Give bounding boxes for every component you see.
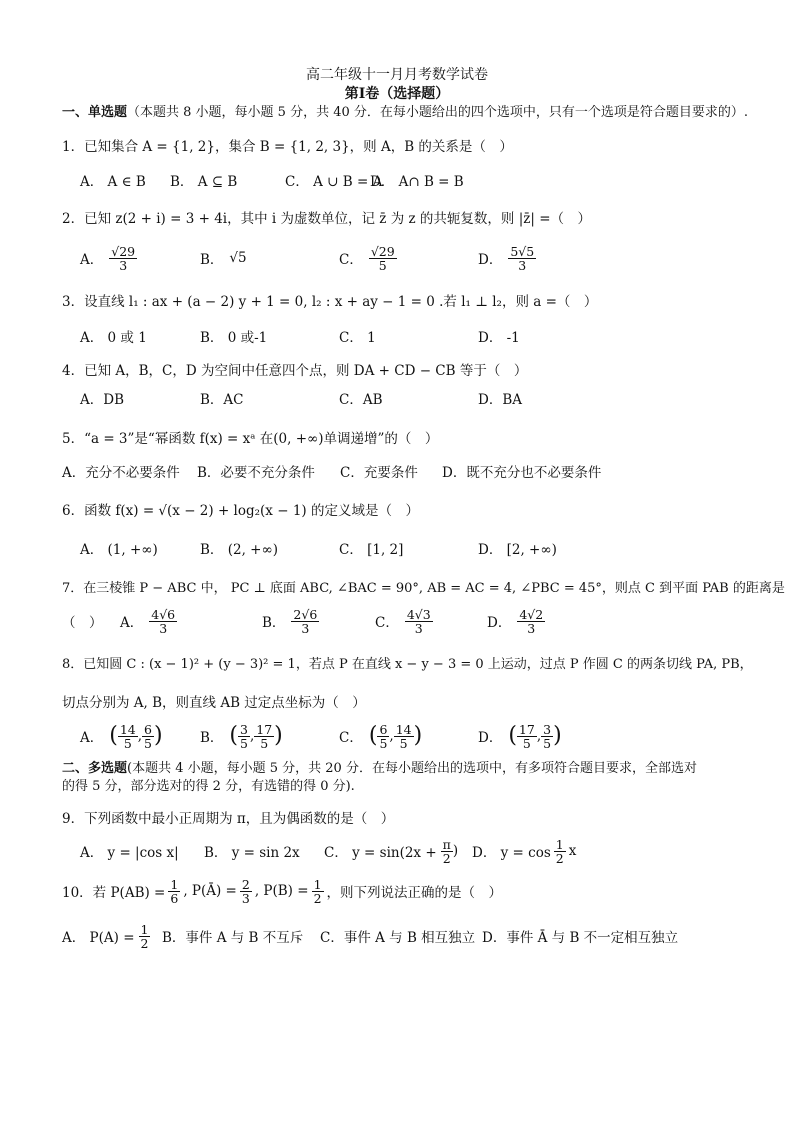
q1-option-c[interactable]: C． A ∪ B = A — [285, 174, 383, 190]
fraction-denominator: 3 — [241, 890, 250, 906]
q3-option-c[interactable]: C． 1 — [339, 330, 376, 346]
comma: , — [536, 728, 542, 744]
q5-option-b[interactable]: B．必要不充分条件 — [197, 465, 315, 481]
q9-option-d[interactable] — [472, 836, 576, 866]
fraction-numerator: π — [442, 836, 451, 852]
fraction — [238, 723, 250, 750]
fraction — [394, 723, 414, 750]
section-multi-desc-line2: 的得 5 分，部分选对的得 2 分，有选错的得 0 分). — [62, 779, 355, 794]
fraction-denominator: 2 — [140, 935, 149, 951]
q4-option-c[interactable]: C．AB — [339, 392, 383, 408]
fraction-numerator: 4√3 — [406, 606, 431, 622]
fraction-denominator: 5 — [123, 735, 132, 751]
fraction — [377, 723, 389, 750]
question-9-options — [80, 836, 760, 866]
right-paren: ) — [274, 723, 283, 748]
fraction-numerator: 17 — [518, 721, 535, 737]
q8-option-d[interactable] — [478, 721, 562, 751]
fraction-numerator: 2√6 — [293, 606, 318, 622]
fraction-numerator: 1 — [170, 876, 179, 892]
question-2-options — [80, 243, 760, 273]
fraction-numerator: 3 — [543, 721, 552, 737]
q5-option-c[interactable]: C．充要条件 — [340, 465, 418, 481]
fraction-numerator: 5√5 — [510, 243, 535, 259]
q10-stem-suffix: ，则下列说法正确的是（ ） — [326, 885, 503, 901]
fraction-numerator: 17 — [256, 721, 273, 737]
q9-option-c-fraction — [441, 838, 453, 865]
question-4-stem: 4．已知 A，B，C，D 为空间中任意四个点，则 DA + CD − CB 等于（ ） — [62, 363, 528, 379]
question-10-stem — [62, 876, 742, 906]
q8-option-a-label: A． — [80, 730, 104, 746]
fraction — [168, 878, 180, 905]
q8-option-c-label: C． — [339, 730, 363, 746]
section-multi-heading: 二、多选题 — [62, 761, 128, 776]
exam-subtitle: 第Ⅰ卷（选择题） — [344, 86, 450, 102]
fraction-denominator: 2 — [313, 890, 322, 906]
q5-option-d[interactable]: D．既不充分也不必要条件 — [442, 465, 602, 481]
q7-option-c[interactable] — [375, 606, 433, 636]
q7-option-b-fraction — [291, 608, 319, 635]
fraction-denominator: 6 — [170, 890, 179, 906]
question-2-stem: 2．已知 z(2 + i) = 3 + 4i，其中 i 为虚数单位，记 z̄ 为 z 的共轭复数，则 |z̄| =（ ） — [62, 211, 592, 227]
q6-option-c[interactable]: C． [1, 2] — [339, 542, 404, 558]
q4-option-b[interactable]: B．AC — [200, 392, 244, 408]
q10-stem-mid2: , P(B) = — [254, 883, 309, 899]
q7-option-d-label: D． — [487, 615, 512, 631]
fraction-numerator: 3 — [240, 721, 248, 737]
q9-option-c-prefix: C． y = sin(2x + — [324, 845, 437, 861]
fraction-denominator: 5 — [144, 735, 152, 751]
section-multi-choice — [62, 760, 752, 796]
question-5-options — [62, 456, 742, 486]
comma: , — [249, 728, 255, 744]
fraction-numerator: 14 — [119, 721, 136, 737]
fraction-numerator: 1 — [313, 876, 322, 892]
q7-option-d-fraction — [517, 608, 545, 635]
q9-option-b[interactable]: B． y = sin 2x — [204, 845, 300, 861]
fraction-denominator: 5 — [543, 735, 552, 751]
question-6-stem: 6．函数 f(x) = √(x − 2) + log₂(x − 1) 的定义域是（ ） — [62, 503, 419, 519]
q6-option-a[interactable]: A． (1, +∞) — [80, 542, 158, 558]
q8-option-b-label: B． — [200, 730, 224, 746]
q6-option-b[interactable]: B． (2, +∞) — [200, 542, 278, 558]
q10-option-a[interactable] — [62, 921, 150, 951]
q2-option-d[interactable] — [478, 243, 536, 273]
right-paren: ) — [154, 723, 163, 748]
q8-option-d-label: D． — [478, 730, 503, 746]
q2-option-b[interactable] — [200, 243, 247, 273]
q9-option-c[interactable] — [324, 836, 458, 866]
fraction-denominator: 5 — [260, 735, 269, 751]
fraction — [254, 723, 274, 750]
q9-option-a[interactable]: A． y = |cos x| — [80, 845, 179, 861]
section-single-choice — [62, 104, 752, 122]
fraction-numerator: 6 — [379, 721, 388, 737]
fraction-numerator: 6 — [144, 721, 152, 737]
question-3-options — [80, 321, 760, 351]
q10-stem-prefix: 10．若 P(AB) = — [62, 885, 166, 901]
fraction-numerator: 1 — [555, 836, 564, 852]
left-paren: ( — [109, 723, 118, 748]
q7-option-c-label: C． — [375, 615, 399, 631]
fraction — [240, 878, 252, 905]
fraction — [118, 723, 138, 750]
q2-option-c[interactable] — [339, 243, 397, 273]
comma: , — [389, 728, 394, 744]
q1-option-d[interactable]: D． A∩ B = B — [370, 174, 464, 190]
q10-stem-mid1: , P(Ā) = — [183, 883, 237, 899]
q3-option-a[interactable]: A． 0 或 1 — [80, 330, 147, 346]
right-paren: ) — [553, 723, 562, 748]
q10-stem-line — [62, 876, 502, 906]
q9-option-c-suffix: ) — [452, 843, 459, 859]
fraction — [541, 723, 553, 750]
fraction-numerator: 14 — [395, 721, 412, 737]
q8-option-b[interactable] — [200, 721, 283, 751]
fraction-numerator: √29 — [370, 243, 395, 259]
left-paren: ( — [368, 723, 378, 748]
q7-option-c-fraction — [405, 608, 433, 635]
fraction — [517, 723, 537, 750]
fraction-denominator: 3 — [518, 257, 527, 273]
q2-option-c-label: C． — [339, 252, 363, 268]
fraction-numerator: 4√2 — [519, 606, 544, 622]
left-paren: ( — [229, 723, 239, 748]
q4-option-a[interactable]: A．DB — [80, 392, 124, 408]
fraction-denominator: 5 — [240, 735, 248, 751]
fraction — [142, 723, 154, 750]
question-7-options — [62, 606, 742, 636]
q2-option-a-fraction — [109, 245, 137, 272]
q5-option-a[interactable]: A．充分不必要条件 — [62, 465, 180, 481]
q10-option-c[interactable]: C．事件 A 与 B 相互独立 — [320, 930, 476, 946]
q10-option-b[interactable]: B．事件 A 与 B 不互斥 — [162, 930, 304, 946]
fraction-numerator: √29 — [111, 243, 136, 259]
q8-option-a[interactable] — [80, 721, 163, 751]
comma: , — [137, 728, 143, 744]
q1-option-b[interactable]: B． A ⊆ B — [170, 174, 238, 190]
q4-option-d[interactable]: D．BA — [478, 392, 522, 408]
question-10-options — [62, 921, 742, 951]
q2-option-c-fraction — [369, 245, 397, 272]
question-3-stem: 3．设直线 l₁ : ax + (a − 2) y + 1 = 0, l₂ : x + ay − 1 = 0 .若 l₁ ⊥ l₂，则 a =（ ） — [62, 294, 598, 310]
fraction-denominator: 3 — [119, 257, 128, 273]
fraction-denominator: 3 — [301, 620, 310, 636]
fraction-denominator: 5 — [522, 735, 531, 751]
fraction-numerator: 1 — [140, 921, 149, 937]
q10-option-a-fraction — [139, 923, 151, 950]
q3-option-b[interactable]: B． 0 或-1 — [200, 330, 268, 346]
question-1-stem: 1．已知集合 A = {1, 2}，集合 B = {1, 2, 3}，则 A，B 的关系是（ ） — [62, 139, 513, 155]
question-9-stem: 9．下列函数中最小正周期为 π，且为偶函数的是（ ） — [62, 811, 395, 827]
q9-option-d-prefix: D． y = cos — [472, 845, 551, 861]
question-8-stem: 8．已知圆 C : (x − 1)² + (y − 3)² = 1，若点 P 在直线 x − y − 3 = 0 上运动，过点 P 作圆 C 的两条切线 PA, PB， — [62, 657, 753, 672]
q6-option-d[interactable]: D． [2, +∞) — [478, 542, 557, 558]
question-8-stem-line2: 切点分别为 A, B，则直线 AB 过定点坐标为（ ） — [62, 695, 366, 711]
fraction-denominator: 3 — [159, 620, 168, 636]
right-paren: ) — [413, 723, 423, 748]
fraction-denominator: 3 — [414, 620, 423, 636]
left-paren: ( — [508, 723, 517, 748]
q10-option-a-prefix: A． P(A) = — [62, 930, 135, 946]
q1-option-a[interactable]: A． A ∈ B — [80, 174, 146, 190]
q8-option-c[interactable] — [339, 721, 422, 751]
fraction-denominator: 5 — [379, 735, 388, 751]
q2-option-b-value: √5 — [229, 250, 247, 266]
section-multi-desc-line1: (本题共 4 小题，每小题 5 分，共 20 分．在每小题给出的选项中，有多项符合题目要求，全部选对 — [127, 761, 697, 776]
q2-option-d-fraction — [508, 245, 536, 272]
q2-option-b-label: B． — [200, 252, 224, 268]
section-single-heading: 一、单选题 — [62, 105, 128, 120]
fraction-denominator: 5 — [399, 735, 408, 751]
q10-option-d[interactable]: D．事件 Ā 与 B 不一定相互独立 — [482, 930, 679, 946]
fraction-denominator: 2 — [442, 850, 451, 866]
q2-option-a[interactable] — [80, 243, 137, 273]
q7-option-a-label: A． — [120, 615, 144, 631]
question-5-stem: 5．“a = 3”是“幂函数 f(x) = xᵃ 在(0, +∞)单调递增”的（ ） — [62, 431, 439, 447]
question-7-stem: 7．在三棱锥 P − ABC 中， PC ⊥ 底面 ABC, ∠BAC = 90°, AB = AC = 4, ∠PBC = 45°，则点 C 到平面 PAB 的距离是 — [62, 581, 785, 596]
question-4-options — [80, 383, 760, 413]
fraction-numerator: 4√6 — [151, 606, 176, 622]
q7-option-a[interactable] — [120, 606, 177, 636]
fraction-denominator: 5 — [378, 257, 387, 273]
q7-option-b[interactable] — [262, 606, 319, 636]
q9-option-d-suffix: x — [568, 843, 577, 859]
q7-paren: （ ） — [62, 615, 103, 631]
q7-option-b-label: B． — [262, 615, 286, 631]
fraction-denominator: 2 — [555, 850, 564, 866]
q2-option-a-label: A． — [80, 252, 104, 268]
fraction — [312, 878, 324, 905]
q7-option-a-fraction — [149, 608, 177, 635]
exam-title: 高二年级十一月月考数学试卷 — [306, 67, 488, 83]
section-single-desc: （本题共 8 小题，每小题 5 分，共 40 分．在每小题给出的四个选项中，只有一个选项是符合题目要求的）. — [127, 105, 749, 120]
fraction-denominator: 3 — [527, 620, 536, 636]
question-1-options — [80, 165, 760, 195]
question-8-options — [80, 721, 760, 751]
q3-option-d[interactable]: D． -1 — [478, 330, 520, 346]
q9-option-d-fraction — [554, 838, 566, 865]
q7-option-d[interactable] — [487, 606, 545, 636]
fraction-numerator: 2 — [241, 876, 250, 892]
q2-option-d-label: D． — [478, 252, 503, 268]
question-6-options — [80, 533, 760, 563]
